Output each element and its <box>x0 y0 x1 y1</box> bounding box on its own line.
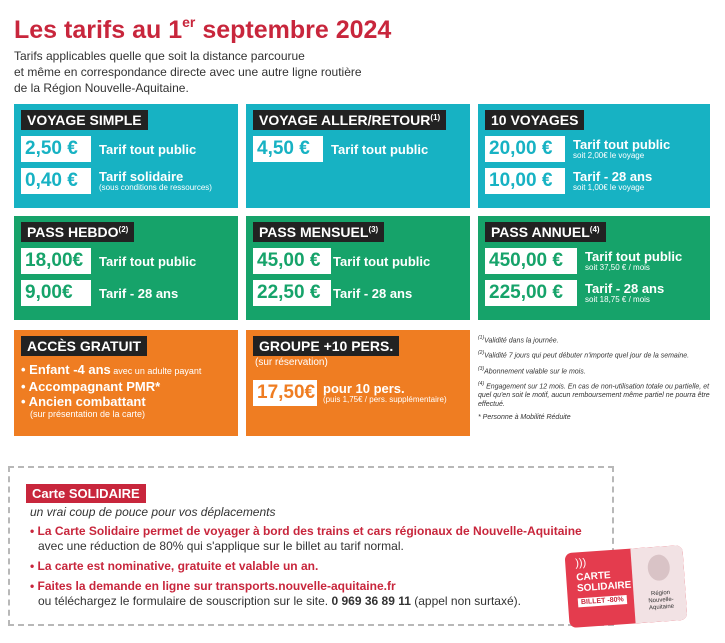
price-label: Tarif tout public <box>331 141 429 157</box>
footnote: $^{(4)}$ Engagement sur 12 mois. En cas de non-utilisation totale ou partielle, et quel qu'en soit le motif, aucun remboursement même partiel ne pourra être effectué. <box>478 380 710 409</box>
price-label: Tarif tout public <box>333 253 431 269</box>
price: 10,00 € <box>485 168 565 194</box>
intro-text: Tarifs applicables quelle que soit la distance parcourue et même en correspondance directe avec une autre ligne routière de la Région Nouvelle-Aquitaine. <box>14 49 362 95</box>
list-item: • Ancien combattant (sur présentation de la carte) <box>21 394 146 419</box>
price-label: Tarif tout public soit 2,00€ le voyage <box>573 136 671 160</box>
carte-solidaire-card <box>565 545 688 628</box>
price-label: pour 10 pers. (puis 1,75€ / pers. supplémentaire) <box>323 380 447 404</box>
price-label: Tarif - 28 ans <box>333 285 413 301</box>
price-row <box>21 168 231 194</box>
price-row <box>21 136 231 162</box>
footnote: * Personne à Mobilité Réduite <box>478 414 571 422</box>
price: 18,00€ <box>21 248 91 274</box>
price: 4,50 € <box>253 136 323 162</box>
footnote: $^{(1)}$Validité dans la journée. <box>478 335 559 345</box>
price-label: Tarif tout public soit 37,50 € / mois <box>585 248 683 272</box>
pass-hebdo-title: PASS HEBDO$^{(2)}$ <box>21 222 134 242</box>
price: 17,50€ <box>253 380 317 406</box>
pass-mensuel-title: PASS MENSUEL$^{(3)}$ <box>253 222 384 242</box>
price-label: Tarif - 28 ans soit 1,00€ le voyage <box>573 168 653 192</box>
footnote: $^{(3)}$Abonnement valable sur le mois. <box>478 365 586 375</box>
price-row <box>253 136 463 162</box>
dix-voyages-box <box>478 104 710 208</box>
region-logo: Région Nouvelle-Aquitaine <box>648 589 675 612</box>
price: 225,00 € <box>485 280 577 306</box>
price-row <box>21 248 231 274</box>
price-row <box>253 280 463 306</box>
price-label: Tarif - 28 ans <box>99 285 179 301</box>
card-badge: BILLET -80% <box>578 595 627 607</box>
groupe-title: GROUPE +10 PERS. <box>253 336 399 356</box>
price-row <box>485 280 703 306</box>
price-row <box>21 280 231 306</box>
pass-hebdo-box <box>14 216 238 320</box>
list-item: • La Carte Solidaire permet de voyager à bord des trains et cars régionaux de Nouvelle-Aquitaine avec une réduction de 80% qui s'applique sur le billet au tarif normal. <box>30 524 582 553</box>
price-row <box>485 168 703 194</box>
solidaire-list <box>30 524 600 614</box>
price-row <box>485 248 703 274</box>
dix-voyages-title: 10 VOYAGES <box>485 110 584 130</box>
price: 0,40 € <box>21 168 91 194</box>
voyage-simple-box <box>14 104 238 208</box>
pass-annuel-title: PASS ANNUEL$^{(4)}$ <box>485 222 606 242</box>
price-row <box>485 136 703 162</box>
aller-retour-box <box>246 104 470 208</box>
list-item: • Faites la demande en ligne sur transports.nouvelle-aquitaine.fr ou téléchargez le formulaire de souscription sur le site. 0 969 36 89 11 (appel non surtaxé). <box>30 579 521 608</box>
price: 9,00€ <box>21 280 91 306</box>
footnotes <box>478 334 710 426</box>
groupe-subtitle: (sur réservation) <box>255 357 328 368</box>
price: 22,50 € <box>253 280 331 306</box>
price: 45,00 € <box>253 248 331 274</box>
groupe-box <box>246 330 470 436</box>
list-item: • La carte est nominative, gratuite et valable un an. <box>30 559 319 573</box>
wifi-icon: ))) <box>574 556 587 570</box>
price-row <box>253 380 463 406</box>
price: 450,00 € <box>485 248 577 274</box>
footnote: $^{(2)}$Validité 7 jours qui peut débuter n'importe quel jour de la semaine. <box>478 350 690 360</box>
price-label: Tarif - 28 ans soit 18,75 € / mois <box>585 280 665 304</box>
pass-annuel-box <box>478 216 710 320</box>
price-row <box>253 248 463 274</box>
acces-gratuit-list <box>21 362 231 420</box>
solidaire-tagline: un vrai coup de pouce pour vos déplacements <box>30 505 276 519</box>
price: 20,00 € <box>485 136 565 162</box>
acces-gratuit-box <box>14 330 238 436</box>
price: 2,50 € <box>21 136 91 162</box>
pass-mensuel-box <box>246 216 470 320</box>
solidaire-title: Carte SOLIDAIRE <box>26 484 146 503</box>
aller-retour-title: VOYAGE ALLER/RETOUR$^{(1)}$ <box>253 110 446 130</box>
price-label: Tarif tout public <box>99 253 197 269</box>
list-item: • Enfant -4 ans avec un adulte payant <box>21 362 202 377</box>
price-label: Tarif tout public <box>99 141 197 157</box>
acces-gratuit-title: ACCÈS GRATUIT <box>21 336 147 356</box>
card-title: CARTE SOLIDAIRE <box>575 570 632 595</box>
list-item: • Accompagnant PMR* <box>21 379 161 394</box>
voyage-simple-title: VOYAGE SIMPLE <box>21 110 148 130</box>
price-label: Tarif solidaire (sous conditions de ressources) <box>99 168 212 192</box>
page-title: Les tarifs au 1er septembre 2024 <box>14 14 392 44</box>
